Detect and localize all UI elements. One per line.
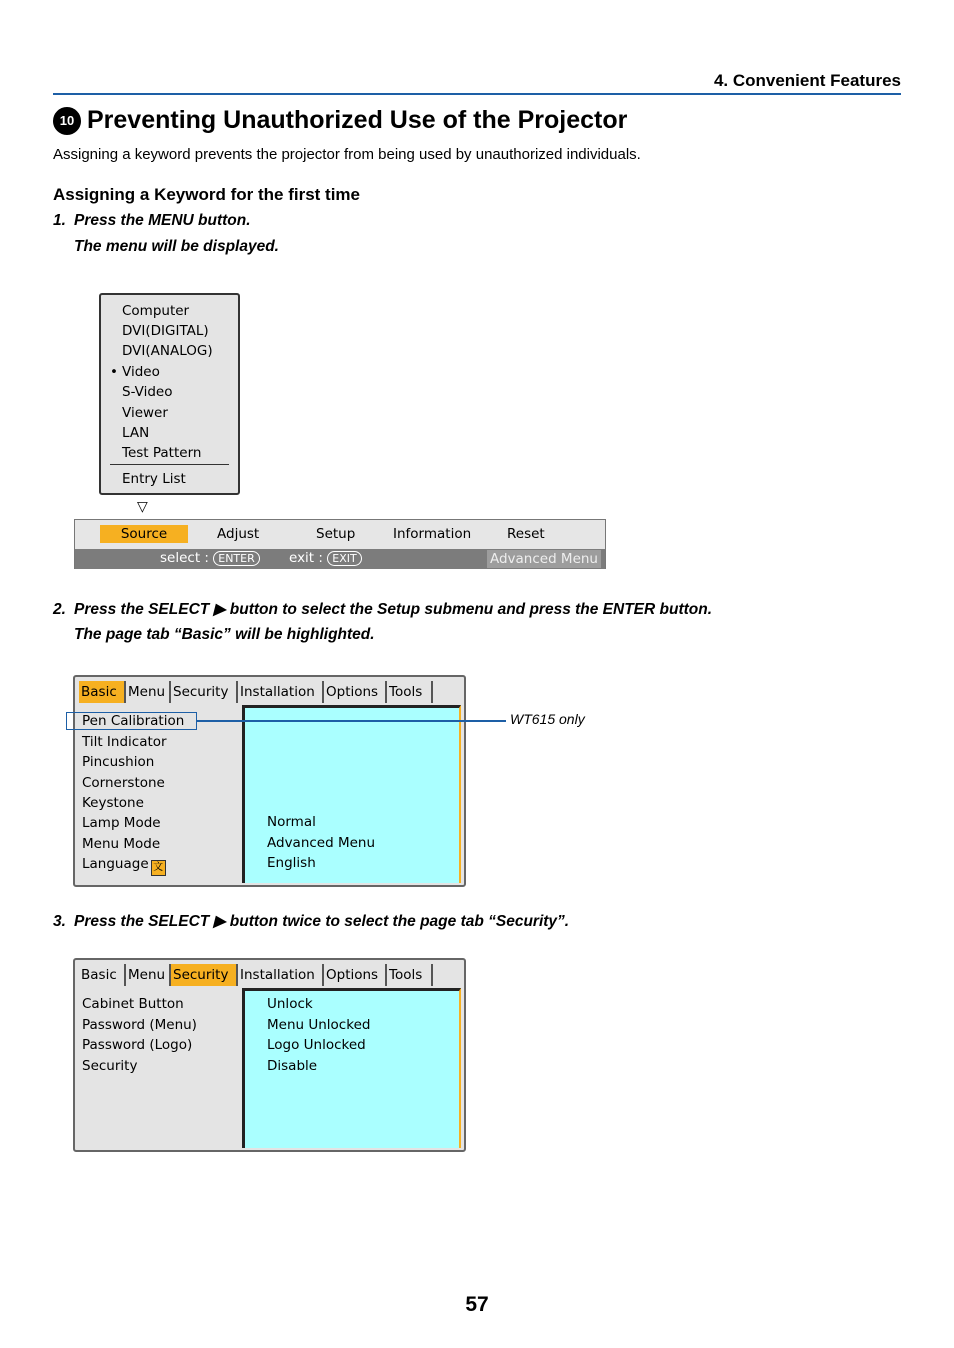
step-2-result: The page tab “Basic” will be highlighted.	[74, 626, 375, 643]
exit-key-icon: EXIT	[327, 551, 361, 566]
menu-item-viewer[interactable]: Viewer	[122, 405, 168, 421]
menu-tab-adjust[interactable]: Adjust	[217, 526, 260, 542]
tab-installation[interactable]: Installation	[238, 964, 324, 986]
settings-values	[242, 705, 461, 883]
value-password-logo[interactable]: Logo Unlocked	[267, 1037, 366, 1053]
label-tilt-indicator[interactable]: Tilt Indicator	[82, 734, 167, 750]
label-keystone[interactable]: Keystone	[82, 795, 144, 811]
tab-options[interactable]: Options	[324, 964, 387, 986]
label-password-logo[interactable]: Password (Logo)	[82, 1037, 193, 1053]
value-lamp-mode[interactable]: Normal	[267, 814, 316, 830]
menu-tab-setup[interactable]: Setup	[316, 526, 356, 542]
value-password-menu[interactable]: Menu Unlocked	[267, 1017, 371, 1033]
menu-item-dvi-analog[interactable]: DVI(ANALOG)	[122, 343, 213, 359]
selected-bullet: •	[110, 364, 118, 380]
menu-separator	[110, 464, 229, 465]
select-hint: select : ENTER	[160, 550, 260, 566]
tab-basic[interactable]: Basic	[79, 681, 126, 703]
page-tabs	[79, 964, 460, 986]
menu-item-lan[interactable]: LAN	[122, 425, 150, 441]
tab-security[interactable]: Security	[171, 964, 238, 986]
step-1-result: The menu will be displayed.	[74, 238, 279, 255]
tab-menu[interactable]: Menu	[126, 964, 171, 986]
value-language[interactable]: English	[267, 855, 316, 871]
exit-hint: exit : EXIT	[289, 550, 362, 566]
menu-item-entry-list[interactable]: Entry List	[122, 471, 186, 487]
label-cabinet-button[interactable]: Cabinet Button	[82, 996, 184, 1012]
page-title	[53, 106, 627, 135]
page-number: 57	[465, 1293, 489, 1316]
page-tabs	[79, 681, 460, 703]
setup-security-dialog	[73, 958, 466, 1152]
menu-tab-source[interactable]: Source	[100, 525, 188, 543]
language-icon: 文	[151, 860, 166, 876]
menu-tab-information[interactable]: Information	[393, 526, 472, 542]
source-menu	[99, 293, 240, 495]
setup-basic-dialog	[73, 675, 466, 887]
tab-menu[interactable]: Menu	[126, 681, 171, 703]
settings-values	[242, 988, 461, 1148]
menu-item-s-video[interactable]: S-Video	[122, 384, 173, 400]
callout-highlight-box	[66, 712, 197, 730]
title-number-badge: 10	[53, 107, 81, 135]
intro-text: Assigning a keyword prevents the projector from being used by unauthorized individuals.	[53, 146, 641, 163]
menu-item-dvi-digital[interactable]: DVI(DIGITAL)	[122, 323, 209, 339]
step-3: 3. Press the SELECT ▶ button twice to select the page tab “Security”.	[53, 913, 570, 930]
step-2: 2. Press the SELECT ▶ button to select the Setup submenu and press the ENTER button.	[53, 601, 713, 618]
settings-labels	[75, 707, 242, 885]
enter-key-icon: ENTER	[213, 551, 260, 566]
label-password-menu[interactable]: Password (Menu)	[82, 1017, 197, 1033]
label-security[interactable]: Security	[82, 1058, 138, 1074]
tab-security[interactable]: Security	[171, 681, 238, 703]
value-cabinet-button[interactable]: Unlock	[267, 996, 313, 1012]
label-pen-calibration[interactable]: Pen Calibration	[82, 713, 185, 729]
tab-options[interactable]: Options	[324, 681, 387, 703]
subheading: Assigning a Keyword for the first time	[53, 185, 360, 204]
label-menu-mode[interactable]: Menu Mode	[82, 836, 161, 852]
label-cornerstone[interactable]: Cornerstone	[82, 775, 165, 791]
page-title-text: Preventing Unauthorized Use of the Projector	[87, 106, 628, 134]
menu-item-test-pattern[interactable]: Test Pattern	[122, 445, 202, 461]
down-arrow-icon: ▽	[137, 498, 148, 514]
menu-item-video[interactable]: • Video	[110, 364, 160, 380]
main-menu-bar	[74, 519, 606, 569]
menu-tab-reset[interactable]: Reset	[507, 526, 545, 542]
header-rule	[53, 93, 901, 95]
value-menu-mode[interactable]: Advanced Menu	[267, 835, 376, 851]
menu-item-computer[interactable]: Computer	[122, 303, 190, 319]
tab-basic[interactable]: Basic	[79, 964, 126, 986]
label-pincushion[interactable]: Pincushion	[82, 754, 155, 770]
callout-note: WT615 only	[510, 711, 585, 727]
advanced-menu-indicator: Advanced Menu	[487, 550, 601, 568]
value-security[interactable]: Disable	[267, 1058, 318, 1074]
label-language[interactable]: Language 文	[82, 856, 166, 876]
tab-installation[interactable]: Installation	[238, 681, 324, 703]
tab-tools[interactable]: Tools	[387, 964, 433, 986]
tab-tools[interactable]: Tools	[387, 681, 433, 703]
label-lamp-mode[interactable]: Lamp Mode	[82, 815, 161, 831]
callout-leader-line	[197, 720, 506, 722]
settings-labels	[75, 990, 242, 1150]
step-1: 1. Press the MENU button.	[53, 212, 251, 229]
section-label: 4. Convenient Features	[713, 71, 901, 90]
